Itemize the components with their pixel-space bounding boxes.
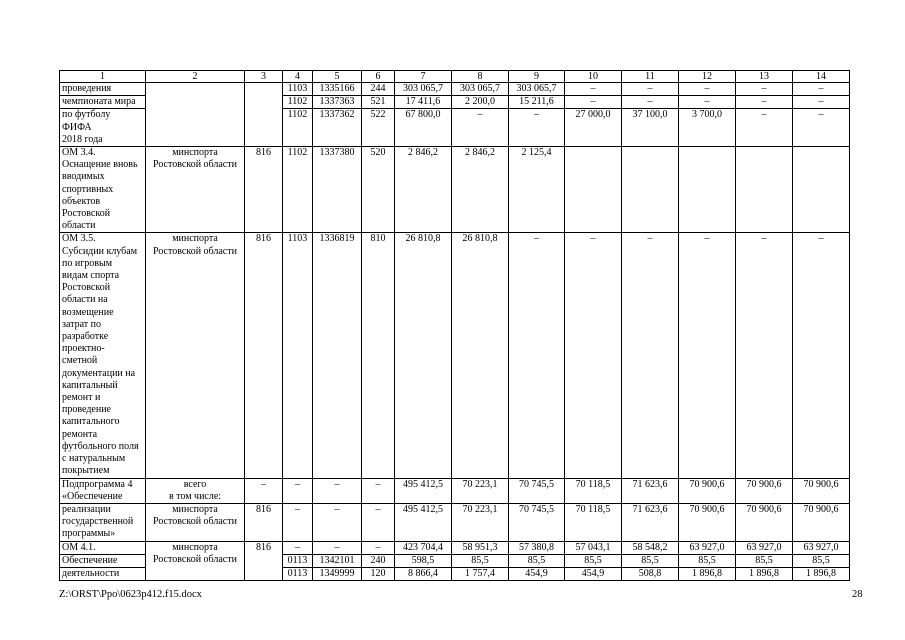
value-cell: 27 000,0 — [565, 109, 622, 147]
value-cell: 70 118,5 — [565, 503, 622, 541]
value-cell — [793, 147, 850, 233]
col-header: 7 — [395, 71, 452, 83]
value-cell: – — [793, 233, 850, 478]
program-name-cell: ОМ 4.1. — [60, 541, 146, 554]
program-name-cell: проведения — [60, 83, 146, 96]
table-row — [60, 541, 850, 554]
value-cell: 63 927,0 — [679, 541, 736, 554]
rzpr-cell: 0113 — [283, 567, 313, 580]
value-cell: 70 118,5 — [565, 478, 622, 503]
executor-cell: минспорта Ростовской области — [146, 503, 245, 541]
value-cell: – — [565, 233, 622, 478]
value-cell: 26 810,8 — [452, 233, 509, 478]
value-cell: – — [679, 83, 736, 96]
value-cell: 2 846,2 — [452, 147, 509, 233]
budget-table — [59, 70, 850, 581]
value-cell: 1 896,8 — [736, 567, 793, 580]
value-cell: 58 548,2 — [622, 541, 679, 554]
vr-cell: 520 — [362, 147, 395, 233]
vr-cell: 244 — [362, 83, 395, 96]
page-number: 28 — [852, 589, 863, 600]
col-header: 11 — [622, 71, 679, 83]
value-cell: – — [793, 96, 850, 109]
rzpr-cell: 1102 — [283, 147, 313, 233]
program-name-cell: Обеспечение — [60, 554, 146, 567]
vr-cell: – — [362, 541, 395, 554]
executor-cell: минспорта Ростовской области — [146, 233, 245, 478]
value-cell: 303 065,7 — [509, 83, 565, 96]
value-cell: 70 900,6 — [793, 503, 850, 541]
csr-cell: – — [313, 478, 362, 503]
col-header: 1 — [60, 71, 146, 83]
value-cell: – — [736, 109, 793, 147]
csr-cell: 1337380 — [313, 147, 362, 233]
value-cell: 495 412,5 — [395, 503, 452, 541]
value-cell: 70 900,6 — [793, 478, 850, 503]
rzpr-cell: 1103 — [283, 233, 313, 478]
col-header: 9 — [509, 71, 565, 83]
value-cell: 63 927,0 — [736, 541, 793, 554]
vr-cell: – — [362, 478, 395, 503]
col-header: 8 — [452, 71, 509, 83]
value-cell: 70 900,6 — [736, 503, 793, 541]
value-cell: – — [565, 83, 622, 96]
value-cell: 70 900,6 — [679, 478, 736, 503]
file-path: Z:\ORST\Ppo\0623p412.f15.docx — [59, 589, 202, 600]
value-cell: – — [679, 233, 736, 478]
value-cell: 8 866,4 — [395, 567, 452, 580]
vr-cell: 810 — [362, 233, 395, 478]
executor-cell: минспорта Ростовской области — [146, 147, 245, 233]
table-row — [60, 233, 850, 478]
value-cell — [736, 147, 793, 233]
value-cell: – — [622, 233, 679, 478]
value-cell: 63 927,0 — [793, 541, 850, 554]
value-cell: 1 896,8 — [793, 567, 850, 580]
csr-cell: – — [313, 541, 362, 554]
value-cell: – — [452, 109, 509, 147]
col-header: 3 — [245, 71, 283, 83]
value-cell: 58 951,3 — [452, 541, 509, 554]
rzpr-cell: 1102 — [283, 96, 313, 109]
value-cell: 85,5 — [736, 554, 793, 567]
value-cell: 454,9 — [565, 567, 622, 580]
value-cell: 17 411,6 — [395, 96, 452, 109]
grbs-cell — [245, 83, 283, 147]
value-cell: 15 211,6 — [509, 96, 565, 109]
vr-cell: – — [362, 503, 395, 541]
value-cell: 57 380,8 — [509, 541, 565, 554]
value-cell: 423 704,4 — [395, 541, 452, 554]
value-cell: 70 745,5 — [509, 503, 565, 541]
col-header: 13 — [736, 71, 793, 83]
col-header: 14 — [793, 71, 850, 83]
program-name-cell: по футболу ФИФА 2018 года — [60, 109, 146, 147]
value-cell — [679, 147, 736, 233]
col-header: 4 — [283, 71, 313, 83]
value-cell: 26 810,8 — [395, 233, 452, 478]
value-cell: 2 200,0 — [452, 96, 509, 109]
value-cell: 70 223,1 — [452, 478, 509, 503]
value-cell: 495 412,5 — [395, 478, 452, 503]
value-cell: 508,8 — [622, 567, 679, 580]
csr-cell: 1337362 — [313, 109, 362, 147]
value-cell: – — [736, 233, 793, 478]
executor-cell — [146, 83, 245, 147]
value-cell: 67 800,0 — [395, 109, 452, 147]
header-row — [60, 71, 850, 83]
rzpr-cell: 1103 — [283, 83, 313, 96]
executor-cell: минспорта Ростовской области — [146, 541, 245, 581]
value-cell: – — [509, 233, 565, 478]
value-cell: 70 900,6 — [736, 478, 793, 503]
value-cell: 303 065,7 — [452, 83, 509, 96]
executor-cell: всего в том числе: — [146, 478, 245, 503]
vr-cell: 240 — [362, 554, 395, 567]
vr-cell: 522 — [362, 109, 395, 147]
vr-cell: 521 — [362, 96, 395, 109]
program-name-cell: ОМ 3.4. Оснащение вновь вводимых спортивных объектов Ростовской области — [60, 147, 146, 233]
value-cell: – — [622, 96, 679, 109]
grbs-cell: 816 — [245, 233, 283, 478]
value-cell: 85,5 — [452, 554, 509, 567]
value-cell: – — [793, 83, 850, 96]
value-cell: 71 623,6 — [622, 478, 679, 503]
value-cell: – — [622, 83, 679, 96]
program-name-cell: Подпрограмма 4 «Обеспечение — [60, 478, 146, 503]
value-cell: 70 745,5 — [509, 478, 565, 503]
value-cell: 85,5 — [793, 554, 850, 567]
grbs-cell: – — [245, 478, 283, 503]
vr-cell: 120 — [362, 567, 395, 580]
value-cell: – — [736, 83, 793, 96]
value-cell: 37 100,0 — [622, 109, 679, 147]
value-cell: 2 846,2 — [395, 147, 452, 233]
program-name-cell: ОМ 3.5. Субсидии клубам по игровым видам спорта Ростовской области на возмещение затрат по разработке проектно- сметной документации на капитальный ремонт и проведение капитального ремонта футбольного поля с натуральным покрытием — [60, 233, 146, 478]
rzpr-cell: – — [283, 478, 313, 503]
value-cell: 85,5 — [509, 554, 565, 567]
table-row — [60, 478, 850, 503]
col-header: 10 — [565, 71, 622, 83]
csr-cell: 1335166 — [313, 83, 362, 96]
program-name-cell: деятельности — [60, 567, 146, 580]
value-cell: – — [736, 96, 793, 109]
table-row — [60, 83, 850, 96]
value-cell: 57 043,1 — [565, 541, 622, 554]
value-cell: 1 757,4 — [452, 567, 509, 580]
table-row — [60, 503, 850, 541]
col-header: 6 — [362, 71, 395, 83]
value-cell: 303 065,7 — [395, 83, 452, 96]
value-cell: 3 700,0 — [679, 109, 736, 147]
rzpr-cell: – — [283, 503, 313, 541]
grbs-cell: 816 — [245, 147, 283, 233]
table-row — [60, 147, 850, 233]
value-cell — [622, 147, 679, 233]
value-cell: – — [679, 96, 736, 109]
value-cell: 1 896,8 — [679, 567, 736, 580]
value-cell: 85,5 — [565, 554, 622, 567]
csr-cell: 1342101 — [313, 554, 362, 567]
value-cell: 454,9 — [509, 567, 565, 580]
program-name-cell: реализации государственной программы» — [60, 503, 146, 541]
value-cell: 85,5 — [679, 554, 736, 567]
value-cell: 70 223,1 — [452, 503, 509, 541]
value-cell — [565, 147, 622, 233]
value-cell: 71 623,6 — [622, 503, 679, 541]
rzpr-cell: – — [283, 541, 313, 554]
csr-cell: 1337363 — [313, 96, 362, 109]
csr-cell: – — [313, 503, 362, 541]
csr-cell: 1349999 — [313, 567, 362, 580]
rzpr-cell: 1102 — [283, 109, 313, 147]
value-cell: – — [565, 96, 622, 109]
col-header: 12 — [679, 71, 736, 83]
value-cell: 2 125,4 — [509, 147, 565, 233]
value-cell: 70 900,6 — [679, 503, 736, 541]
csr-cell: 1336819 — [313, 233, 362, 478]
value-cell: 85,5 — [622, 554, 679, 567]
program-name-cell: чемпионата мира — [60, 96, 146, 109]
value-cell: – — [793, 109, 850, 147]
col-header: 5 — [313, 71, 362, 83]
rzpr-cell: 0113 — [283, 554, 313, 567]
col-header: 2 — [146, 71, 245, 83]
value-cell: 598,5 — [395, 554, 452, 567]
grbs-cell: 816 — [245, 541, 283, 581]
grbs-cell: 816 — [245, 503, 283, 541]
value-cell: – — [509, 109, 565, 147]
